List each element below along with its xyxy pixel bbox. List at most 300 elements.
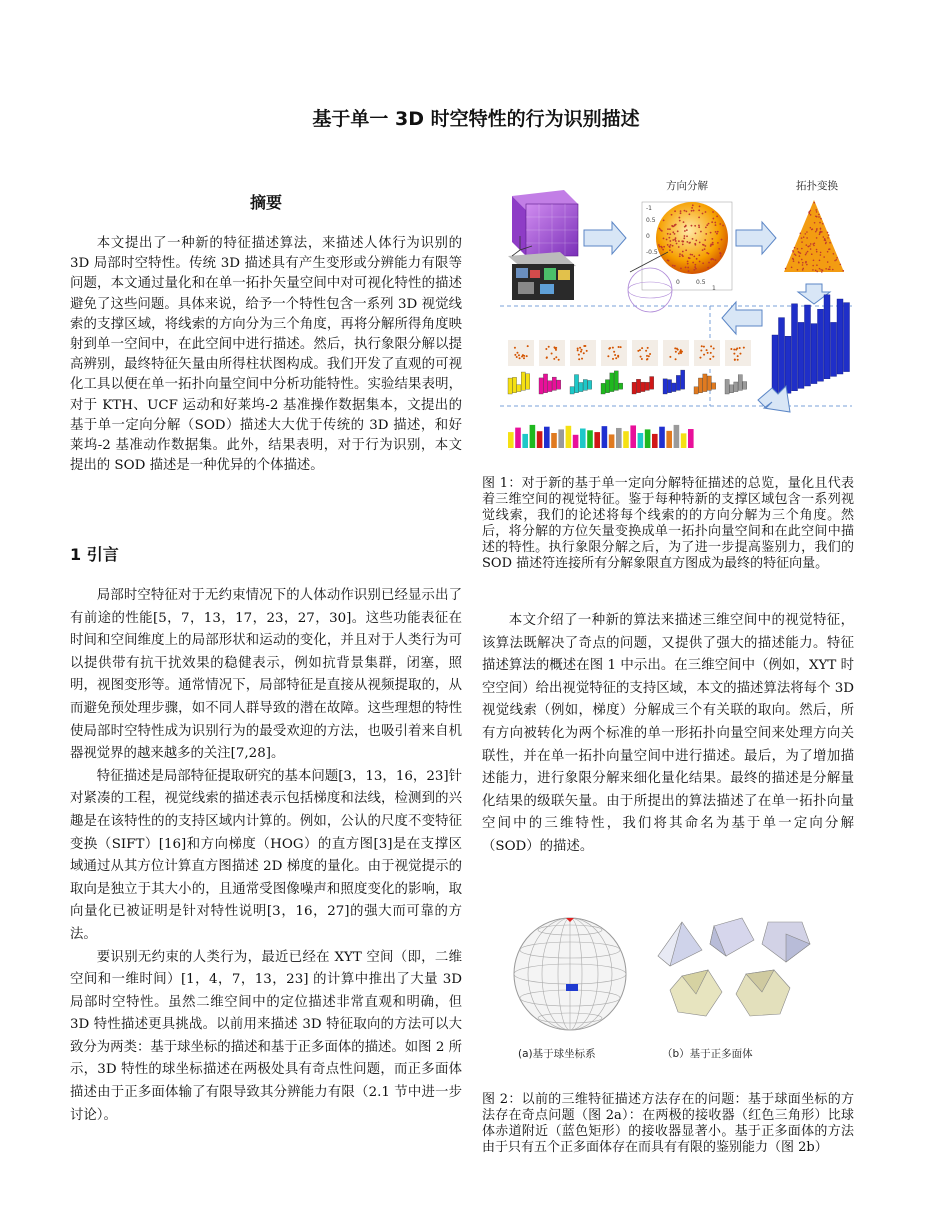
abstract-heading: 摘要 [249,193,282,212]
scatter-point [675,224,677,226]
scatter-point [793,251,795,253]
histogram-bar [831,322,837,376]
mini-histogram-bar [712,383,716,389]
scatter-point [691,210,693,212]
mini-histogram-bar [645,382,649,390]
final-histogram-bar [666,431,672,448]
scatter-point [829,248,831,250]
scatter-point [812,269,814,271]
mini-histogram-bar [574,375,578,393]
scatter-point [695,240,697,242]
arrow-right-icon [736,222,776,254]
scatter-point [702,262,704,264]
scatter-point [816,264,818,266]
scatter-point [677,230,679,232]
scatter-point [686,241,688,243]
thumbnail-dot [699,357,701,359]
scatter-point [694,243,696,245]
scatter-point [683,237,685,239]
thumbnail-dot [545,348,547,350]
mini-histogram-bar [632,382,636,394]
scatter-point [819,233,821,235]
mini-histogram-bar [729,385,733,393]
histogram-bar [824,295,830,379]
histogram-bar [785,336,791,393]
scatter-point [663,246,665,248]
scatter-point [668,237,670,239]
scatter-point [719,252,721,254]
scatter-point [820,218,822,220]
scatter-point [810,248,812,250]
scatter-point [699,261,701,263]
scatter-point [679,255,681,257]
intro-paragraph: 要识别无约束的人类行为，最近已经在 XYT 空间（即，二维空间和一维时间）[1，4，7，13，23] 的计算中推出了大量 3D 局部时空特性。虽然二维空间中的定位描述非常直观和明确，但 3D 特性描述更具挑战。以前用来描述 3D 特征取向的方法可以大致分为两类：基于球坐标的描述和基于正多面体的描述。如图 2 所示，3D 特性的球坐标描述在两极处具有奇点性问题，而正多面体描述由于正多面体输了有限导致其分辨能力有限（2.1 节中进一步讨论）。 [70,949,462,1123]
thumbnail-dot [554,347,556,349]
scatter-point [711,238,713,240]
thumbnail-dot [736,347,738,349]
scatter-point [819,222,821,224]
scatter-point [680,212,682,214]
scatter-point [684,230,686,232]
scatter-point [688,270,690,272]
mini-histogram-bar [650,377,654,390]
thumbnail-dot [607,355,609,357]
thumbnail-dot [703,346,705,348]
figure-1 [500,172,852,464]
label-topology-transform: 拓扑变换 [796,180,838,192]
final-histogram-bar [645,429,651,448]
introduction-body [70,585,462,1127]
scatter-point [706,252,708,254]
thumbnail-dot [614,354,616,356]
scatter-point [816,237,818,239]
thumbnail-dot [739,353,741,355]
scatter-point [669,228,671,230]
thumbnail-dot [516,356,518,358]
scatter-point [691,254,693,256]
scatter-point [672,239,674,241]
scatter-point [814,242,816,244]
scatter-point [711,221,713,223]
scatter-point [705,211,707,213]
scatter-point [715,259,717,261]
scatter-point [810,210,812,212]
scatter-point [687,263,689,265]
thumbnail-dot [577,348,579,350]
scatter-point [679,253,681,255]
scatter-point [695,232,697,234]
scatter-point [836,257,838,259]
thumbnail-dot [677,349,679,351]
mini-histogram-bar [619,383,623,389]
scatter-point [801,259,803,261]
scatter-point [715,231,717,233]
scatter-point [827,251,829,253]
mini-histogram-bar [557,380,561,389]
thumbnail-dot [586,350,588,352]
scatter-point [699,205,701,207]
scatter-point [717,242,719,244]
scatter-point [669,246,671,248]
scatter-point [807,251,809,253]
axis-tick-label: 0 [676,279,680,286]
thumbnail-dot [700,349,702,351]
scatter-point [819,232,821,234]
mini-histogram-bar [605,380,609,393]
scatter-point [710,243,712,245]
scatter-point [714,222,716,224]
scatter-point [670,244,672,246]
scatter-point [823,256,825,258]
scatter-point [820,228,822,230]
axis-tick-label: 0.5 [646,217,656,224]
abstract-text: 本文提出了一种新的特征描述算法，来描述人体行为识别的 3D 局部时空特性。传统 3D 描述具有产生变形或分辨能力有限等问题，本文通过量化和在单一拓扑矢量空间中对可视化特性的描述避免了这些问题。具体来说，给予一个特性包含一系列 3D 视觉线索的支撑区域，将线索的方向分为三个角度，再将分解所得角度映射到单一空间中，在此空间中进行描述。然后，执行象限分解以提高辨别，最终特征矢量由所得柱状图构成。我们开发了直观的可视化工具以便在单一拓扑向量空间中分析功能特性。实验结果表明，对于 KTH、UCF 运动和好莱坞-2 基准操作数据集本，文提出的基于单一定向分解（SOD）描述大大优于传统的 3D 描述，和好莱坞-2 基准动作数据集。此外，结果表明，对于行为识别，本文提出的 SOD 描述是一种优异的个体描述。 [70,236,462,474]
scatter-point [686,229,688,231]
thumbnail-dot [706,349,708,351]
mini-histogram-bar [698,378,702,393]
mini-histogram-bar [570,387,574,394]
scatter-point [712,242,714,244]
mini-histogram-bar [636,379,640,393]
scatter-point [801,241,803,243]
scatter-point [810,214,812,216]
thumbnail-dot [641,347,643,349]
scatter-point [708,223,710,225]
scatter-point [688,242,690,244]
scatter-point [691,225,693,227]
scatter-point [687,260,689,262]
thumbnail [725,340,751,366]
thumbnail-dot [620,346,622,348]
scatter-point [811,229,813,231]
scatter-point [815,209,817,211]
scatter-point [801,237,803,239]
scatter-point [825,241,827,243]
paper-title: 基于单一 3D 时空特性的行为识别描述 [312,108,640,130]
scatter-point [698,209,700,211]
feature-cube-icon [512,190,578,256]
thumbnail-dot [612,358,614,360]
thumbnail-dot [680,351,682,353]
axis-tick-label: -1 [646,205,652,212]
thumbnail-dot [551,352,553,354]
scatter-point [682,244,684,246]
scatter-point [816,249,818,251]
scatter-point [674,239,676,241]
thumbnail-dot [613,351,615,353]
scatter-point [832,269,834,271]
mini-histogram-bar [521,372,525,390]
label-direction-decompose: 方向分解 [666,180,708,192]
final-histogram-bar [609,434,615,448]
scatter-point [792,258,794,260]
scatter-point [814,222,816,224]
scatter-point [667,244,669,246]
scatter-point [820,252,822,254]
thumbnail-dot [646,355,648,357]
mini-histogram-bar [539,378,543,394]
final-histogram-bar [630,425,636,448]
scatter-point [687,267,689,269]
scatter-point [707,267,709,269]
thumbnail-dot [703,354,705,356]
scatter-point [806,264,808,266]
scatter-point [694,264,696,266]
axis-tick-label: 1 [712,285,716,292]
scatter-point [674,210,676,212]
scatter-point [708,262,710,264]
final-histogram-bar [623,431,629,448]
scatter-point [710,258,712,260]
axis-tick-label: 0 [646,233,650,240]
arrow-left-icon [722,302,762,334]
scatter-point [688,257,690,259]
scatter-point [693,255,695,257]
mini-histogram-bar [583,379,587,390]
scatter-point [813,259,815,261]
scatter-point [669,240,671,242]
thumbnail-dot [640,356,642,358]
scatter-point [809,245,811,247]
scatter-point [819,260,821,262]
scatter-point [822,223,824,225]
scatter-point [813,202,815,204]
thumbnail-dot [639,349,641,351]
scatter-point [795,254,797,256]
scatter-point [710,232,712,234]
scatter-point [698,216,700,218]
scatter-point [702,213,704,215]
right-column-paragraph: 本文介绍了一种新的算法来描述三维空间中的视觉特征，该算法既解决了奇点的问题，又提供了强大的描述能力。特征描述算法的概述在图 1 中示出。在三维空间中（例如，XYT 时空空间）给出视觉特征的支持区域，本文的描述算法将每个 3D 视觉线索（例如，梯度）分解成三个有关联的取向。然后，所有方向被转化为两个标准的单一形拓扑向量空间来处理方向关联性，并在单一拓扑向量空间中进行描述。最后，为了增加描述能力，进行象限分解来细化量化结果。最终的描述是分解量化结果的级联矢量。由于所提出的算法描述了在单一拓扑向量空间中的三维特性，我们将其命名为基于单一定向分解（SOD）的描述。 [482,613,854,854]
thumbnail-dot [701,345,703,347]
scatter-point [696,258,698,260]
final-histogram-bar [587,430,593,448]
thumbnail-dot [514,354,516,356]
scatter-point [720,255,722,257]
scatter-point [802,268,804,270]
final-histogram-bar [652,434,658,448]
scatter-point [712,211,714,213]
scatter-point [825,239,827,241]
scatter-point [666,239,668,241]
thumbnail-dot [675,358,677,360]
histogram-bar [798,322,804,388]
figure-2-caption: 图 2：以前的三维特征描述方法存在的问题：基于球面坐标的方法存在奇点问题（图 2a）：在两极的接收器（红色三角形）比球体赤道附近（蓝色矩形）的接收器显著小。基于正多面体的方法由于只有五个正多面体存在而具有有限的鉴别能力（图 2b） [482,1092,854,1155]
scatter-point [684,210,686,212]
scatter-point [803,236,805,238]
thumbnail-dot [558,359,560,361]
thumbnail [601,340,627,366]
scatter-point [815,231,817,233]
histogram-bar [837,299,843,374]
scatter-point [671,214,673,216]
scatter-point [659,246,661,248]
final-histogram-bar [522,434,528,448]
scatter-point [827,261,829,263]
scatter-point [685,211,687,213]
histogram-bar [818,309,824,381]
thumbnail-dot [739,347,741,349]
scatter-point [829,266,831,268]
scatter-point [802,262,804,264]
mini-histogram-bar [676,375,680,390]
scatter-point [671,251,673,253]
arrow-right-icon [584,222,626,254]
mini-histogram-bar [694,387,698,394]
scatter-point [716,216,718,218]
final-histogram-bar [544,427,550,448]
scatter-point [818,214,820,216]
scatter-point [660,229,662,231]
thumbnail-dot [647,347,649,349]
thumbnail-dot [733,353,735,355]
intro-paragraph: 局部时空特征对于无约束情况下的人体动作识别已经显示出了有前途的性能[5，7，13，17，23，27，30]。这些功能表征在时间和空间维度上的局部形状和运动的变化，并且对于人类行为可以提供带有抗干扰效果的稳健表示，例如抗背景集群，闭塞，照明，视图变形等。通常情况下，局部特征是直接从视频提取的，从而避免预处理步骤，如不同人群导致的潜在故障。这些理想的特性使局部时空特性成为识别行为的最受欢迎的方法，也吸引着来自机器视觉界的越来越多的关注[7,28]。 [70,588,462,762]
scatter-point [705,226,707,228]
axis-tick-label: 0.5 [696,279,706,286]
scatter-point [685,266,687,268]
scatter-point [669,249,671,251]
scatter-point [678,240,680,242]
scatter-point [678,217,680,219]
scatter-point [791,267,793,269]
scatter-point [704,245,706,247]
mini-histogram-bar [734,382,738,392]
scatter-point [680,210,682,212]
scatter-point [785,268,787,270]
scatter-point [686,235,688,237]
scatter-point [816,251,818,253]
mini-histogram-bar [548,381,552,392]
thumbnail-dot [514,347,516,349]
scatter-point [671,225,673,227]
scatter-point [683,221,685,223]
thumbnail-dot [583,345,585,347]
thumbnail [632,340,658,366]
arrow-down-right-icon [758,386,790,412]
scatter-point [702,249,704,251]
scatter-point [669,233,671,235]
figure-1-illustration [500,172,852,464]
scatter-point [694,266,696,268]
thumbnail-dot [733,348,735,350]
scatter-point [691,207,693,209]
figure-2-illustration [510,904,844,1064]
scatter-point [816,271,818,273]
scatter-point [722,225,724,227]
scatter-point [694,225,696,227]
final-histogram-bar [638,433,644,448]
thumbnail-dot [523,355,525,357]
thumbnail-dot [743,347,745,349]
scatter-point [839,264,841,266]
figure-2a-label: (a)基于球坐标系 [518,1048,596,1060]
mini-histogram-bar [579,382,583,391]
mini-histogram-bar [681,370,685,389]
scatter-point [693,269,695,271]
scatter-point [676,243,678,245]
scatter-point [802,264,804,266]
thumbnail [663,340,689,366]
thumbnail-dot [648,355,650,357]
scatter-point [808,246,810,248]
scatter-point [798,261,800,263]
thumbnail-dot [521,356,523,358]
thumbnail-dot [580,351,582,353]
thumbnail-dot [527,345,529,347]
final-histogram-bar [681,433,687,448]
scatter-point [833,253,835,255]
mini-histogram-bar [743,382,747,390]
axis-tick-label: -0.5 [646,249,658,256]
polyhedra-icon [658,918,810,1016]
thumbnail-dot [516,352,518,354]
scatter-point [678,246,680,248]
intro-paragraph: 特征描述是局部特征提取研究的基本问题[3，13，16，23]针对紧凑的工程，视觉线索的描述表示包括梯度和法线，检测到的兴趣是在该特性的的支持区域内计算的。例如，公认的尺度不变特征变换（SIFT）[16]和方向梯度（HOG）的直方图[3]是在支撑区域通过从其方位计算直方图描述 2D 梯度的量化。由于视觉提示的取向是独立于其大小的，且通常受图像噪声和照度变化的影响，取向量化已被证明是针对特性说明[3，16，27]的强大而可靠的方法。 [70,768,462,942]
thumbnail-dot [674,347,676,349]
mini-histogram-bar [725,379,729,394]
mini-histogram-bar [588,380,592,389]
scatter-point [806,252,808,254]
topology-triangle-icon [784,200,844,273]
scatter-point [822,269,824,271]
video-frames-icon [508,252,576,300]
thumbnail-dot [577,349,579,351]
final-histogram-bar [573,435,579,448]
mini-histogram-bar [517,385,521,392]
scatter-point [662,249,664,251]
final-feature-histogram [508,425,694,448]
histogram-bar [805,305,811,386]
scatter-point [821,231,823,233]
scatter-point [712,218,714,220]
scatter-point [661,247,663,249]
thumbnail-dot [523,357,525,359]
scatter-point [820,269,822,271]
scatter-point [820,254,822,256]
section-heading-introduction: 1 引言 [70,545,119,564]
thumbnail-dot [730,348,732,350]
final-histogram-bar [515,428,521,448]
figure-2 [510,904,844,1064]
scatter-point [799,255,801,257]
scatter-point [828,268,830,270]
scatter-point [816,229,818,231]
scatter-point [679,220,681,222]
scatter-point [690,254,692,256]
scatter-point [805,254,807,256]
thumbnail-dot [709,358,711,360]
scatter-point [816,216,818,218]
mini-histogram-bar [552,377,556,390]
thumbnail-dot [526,355,528,357]
thumbnail-dot [737,355,739,357]
final-histogram-bar [551,433,557,448]
final-histogram-bar [594,432,600,448]
scatter-point [819,268,821,270]
scatter-point [702,244,704,246]
mini-histogram-bar [614,371,618,391]
thumbnail-dot [546,356,548,358]
mini-histogram-bar [703,374,707,392]
thumbnail-dot [548,346,550,348]
thumbnail-dot [710,345,712,347]
scatter-point [824,238,826,240]
scatter-point [718,248,720,250]
thumbnail-dot [518,354,520,356]
thumbnail-dot [612,347,614,349]
thumbnail-dot [713,347,715,349]
scatter-point [681,254,683,256]
